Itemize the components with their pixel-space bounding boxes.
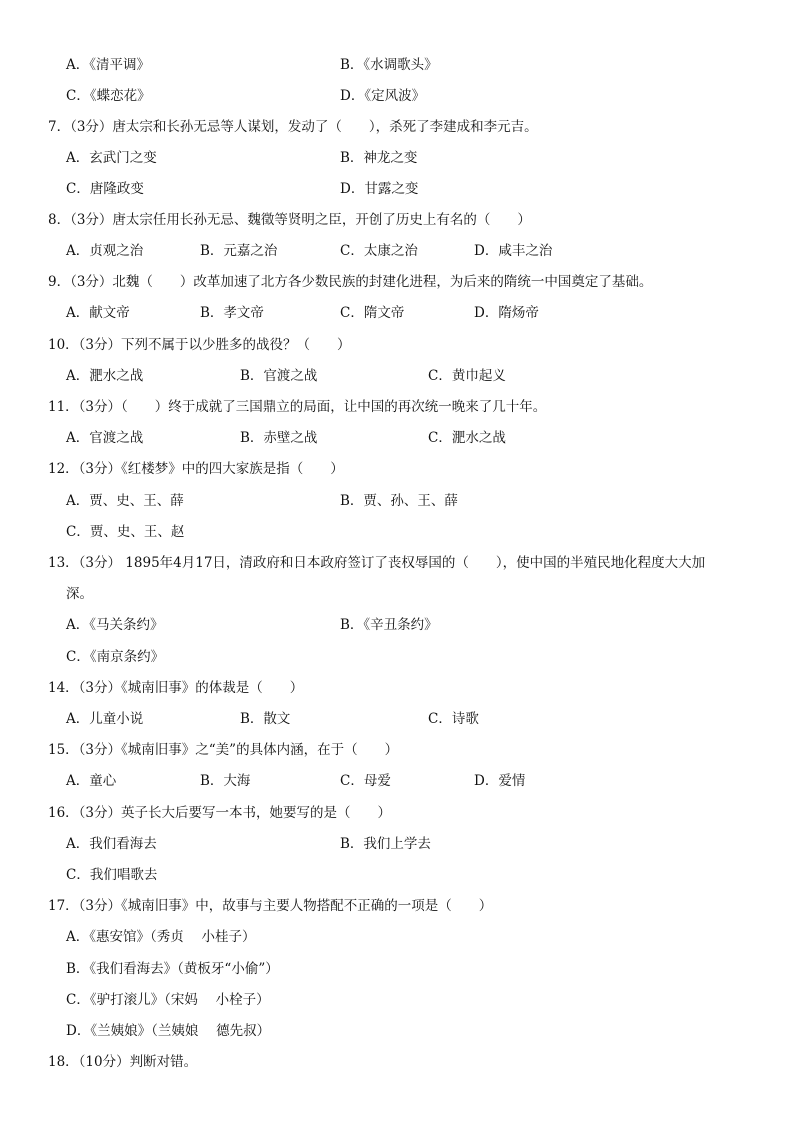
q7-option-d: D．甘露之变 — [340, 181, 419, 197]
q17-option-b: B．《我们看海去》（黄板牙“小偷”） — [66, 961, 279, 977]
q15-option-d: D．爱情 — [474, 773, 526, 789]
q13-option-a: A．《马关条约》 — [66, 617, 164, 633]
q8-option-b: B．元嘉之治 — [200, 243, 278, 259]
q7-option-a: A．玄武门之变 — [66, 150, 157, 166]
q14-option-a: A．儿童小说 — [66, 711, 144, 727]
q15-option-c: C．母爱 — [340, 773, 391, 789]
q15-stem: 15．（3分）《城南旧事》之“美”的具体内涵，在于（ ） — [48, 742, 399, 758]
q6-option-b: B．《水调歌头》 — [340, 57, 438, 73]
q13-option-b: B．《辛丑条约》 — [340, 617, 438, 633]
q6-option-a: A．《清平调》 — [66, 57, 150, 73]
q16-option-b: B．我们上学去 — [340, 836, 431, 852]
q16-option-c: C．我们唱歌去 — [66, 867, 158, 883]
q14-option-b: B．散文 — [240, 711, 291, 727]
q7-stem: 7．（3分）唐太宗和长孙无忌等人谋划，发动了（ ），杀死了李建成和李元吉。 — [48, 119, 538, 135]
q15-option-b: B．大海 — [200, 773, 251, 789]
q8-option-a: A．贞观之治 — [66, 243, 144, 259]
q13-stem: 13．（3分） 1895年4月17日，清政府和日本政府签订了丧权辱国的（ ），使中国的半殖民地化程度大大加 — [48, 555, 706, 571]
q6-option-c: C．《蝶恋花》 — [66, 88, 151, 104]
q16-stem: 16．（3分）英子长大后要写一本书，她要写的是（ ） — [48, 805, 392, 821]
q8-option-d: D．咸丰之治 — [474, 243, 553, 259]
q9-option-b: B．孝文帝 — [200, 305, 264, 321]
q14-option-c: C．诗歌 — [428, 711, 479, 727]
q17-stem: 17．（3分）《城南旧事》中，故事与主要人物搭配不正确的一项是（ ） — [48, 898, 493, 914]
q10-stem: 10．（3分）下列不属于以少胜多的战役？（ ） — [48, 337, 351, 353]
q12-option-a: A．贾、史、王、薛 — [66, 493, 184, 509]
q17-option-d: D．《兰姨娘》（兰姨娘 德先叔） — [66, 1023, 271, 1039]
q9-stem: 9．（3分）北魏（ ）改革加速了北方各少数民族的封建化进程，为后来的隋统一中国奠定了基础。 — [48, 274, 653, 290]
q12-option-b: B．贾、孙、王、薛 — [340, 493, 458, 509]
q11-option-b: B．赤壁之战 — [240, 430, 318, 446]
q10-option-a: A．淝水之战 — [66, 368, 144, 384]
q9-option-d: D．隋炀帝 — [474, 305, 539, 321]
q7-option-c: C．唐隆政变 — [66, 181, 144, 197]
q11-option-c: C．淝水之战 — [428, 430, 506, 446]
q12-stem: 12．（3分）《红楼梦》中的四大家族是指（ ） — [48, 461, 344, 477]
q11-option-a: A．官渡之战 — [66, 430, 144, 446]
q13-stem-continued: 深。 — [66, 586, 93, 602]
q6-option-d: D．《定风波》 — [340, 88, 426, 104]
q11-stem: 11．（3分）（ ）终于成就了三国鼎立的局面，让中国的再次统一晚来了几十年。 — [48, 399, 547, 415]
q10-option-c: C．黄巾起义 — [428, 368, 506, 384]
q17-option-a: A．《惠安馆》（秀贞 小桂子） — [66, 929, 256, 945]
q18-stem: 18．（10分）判断对错。 — [48, 1054, 198, 1070]
q12-option-c: C．贾、史、王、赵 — [66, 524, 185, 540]
q9-option-c: C．隋文帝 — [340, 305, 405, 321]
q10-option-b: B．官渡之战 — [240, 368, 318, 384]
q9-option-a: A．献文帝 — [66, 305, 130, 321]
q15-option-a: A．童心 — [66, 773, 117, 789]
q8-stem: 8．（3分）唐太宗任用长孙无忌、魏徵等贤明之臣，开创了历史上有名的（ ） — [48, 212, 531, 228]
q17-option-c: C．《驴打滚儿》（宋妈 小栓子） — [66, 992, 270, 1008]
q16-option-a: A．我们看海去 — [66, 836, 157, 852]
q7-option-b: B．神龙之变 — [340, 150, 418, 166]
q14-stem: 14．（3分）《城南旧事》的体裁是（ ） — [48, 680, 304, 696]
q13-option-c: C．《南京条约》 — [66, 649, 165, 665]
q8-option-c: C．太康之治 — [340, 243, 418, 259]
